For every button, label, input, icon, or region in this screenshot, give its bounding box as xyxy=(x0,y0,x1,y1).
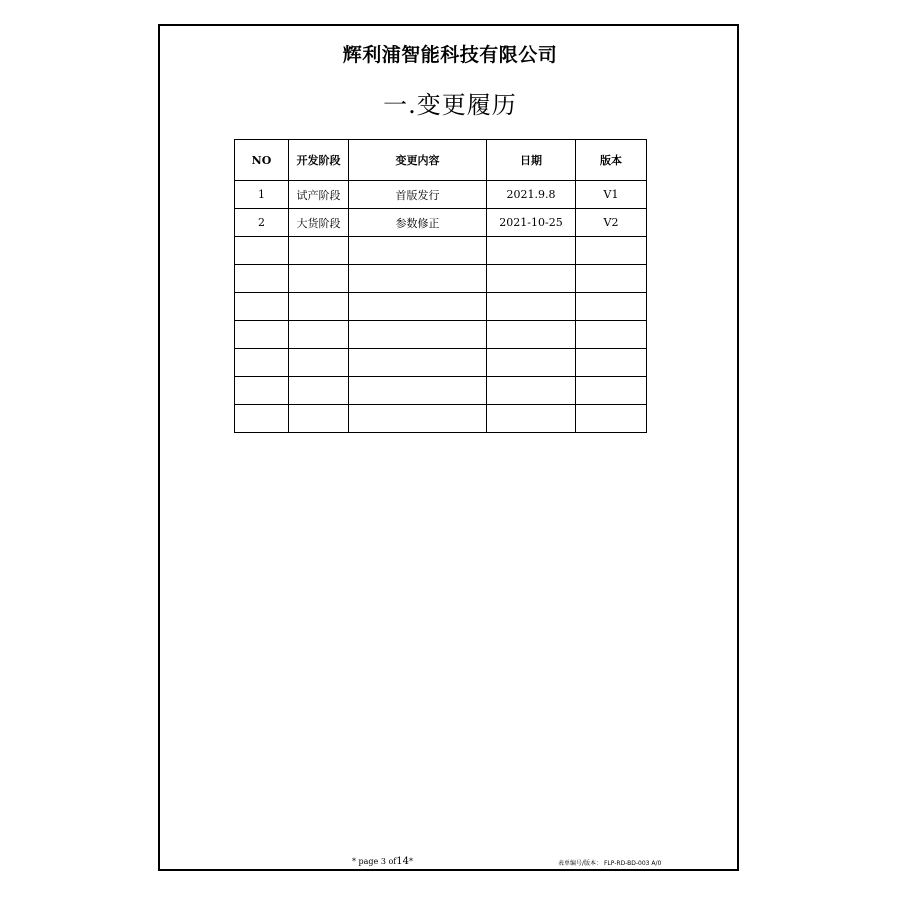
cell-stage: 大货阶段 xyxy=(289,209,349,237)
cell-date xyxy=(487,293,576,321)
table-row xyxy=(235,293,647,321)
cell-version xyxy=(576,377,647,405)
cell-version: V2 xyxy=(576,209,647,237)
cell-no xyxy=(235,405,289,433)
cell-no xyxy=(235,293,289,321)
column-header-content: 变更内容 xyxy=(349,140,487,181)
cell-version xyxy=(576,349,647,377)
table-row xyxy=(235,349,647,377)
cell-content xyxy=(349,405,487,433)
cell-no xyxy=(235,265,289,293)
cell-version: V1 xyxy=(576,181,647,209)
section-title: 一.变更履历 xyxy=(383,91,517,119)
cell-content xyxy=(349,349,487,377)
cell-date xyxy=(487,237,576,265)
cell-content xyxy=(349,321,487,349)
cell-no xyxy=(235,321,289,349)
column-header-date: 日期 xyxy=(487,140,576,181)
cell-date: 2021-10-25 xyxy=(487,209,576,237)
table-row xyxy=(235,181,647,209)
cell-content xyxy=(349,237,487,265)
cell-no xyxy=(235,349,289,377)
cell-content xyxy=(349,293,487,321)
column-header-no: NO xyxy=(235,140,289,181)
cell-stage xyxy=(289,293,349,321)
table-row xyxy=(235,321,647,349)
page-suffix: * xyxy=(409,857,413,866)
cell-date xyxy=(487,321,576,349)
table-header-row xyxy=(235,140,647,181)
cell-date xyxy=(487,349,576,377)
table-row xyxy=(235,405,647,433)
company-name: 辉利浦智能科技有限公司 xyxy=(342,44,558,66)
cell-stage xyxy=(289,405,349,433)
cell-no: 2 xyxy=(235,209,289,237)
cell-stage xyxy=(289,377,349,405)
cell-date xyxy=(487,265,576,293)
cell-content xyxy=(349,377,487,405)
table-row xyxy=(235,237,647,265)
cell-version xyxy=(576,265,647,293)
cell-version xyxy=(576,237,647,265)
cell-date xyxy=(487,405,576,433)
form-code xyxy=(558,858,661,867)
column-header-stage: 开发阶段 xyxy=(289,140,349,181)
form-code-value: FLP-RD-BD-003 A/0 xyxy=(603,860,662,867)
page-current: 3 xyxy=(380,857,386,866)
cell-content: 首版发行 xyxy=(349,181,487,209)
cell-date: 2021.9.8 xyxy=(487,181,576,209)
table-row xyxy=(235,377,647,405)
table-row xyxy=(235,265,647,293)
cell-content: 参数修正 xyxy=(349,209,487,237)
page-number xyxy=(352,856,413,867)
form-label: 表单编号/版本： xyxy=(558,860,603,867)
cell-no xyxy=(235,377,289,405)
page-total: 14 xyxy=(396,856,409,867)
column-header-version: 版本 xyxy=(576,140,647,181)
cell-version xyxy=(576,293,647,321)
cell-no xyxy=(235,237,289,265)
cell-stage: 试产阶段 xyxy=(289,181,349,209)
change-history-table xyxy=(234,139,647,433)
cell-version xyxy=(576,405,647,433)
cell-stage xyxy=(289,321,349,349)
page-prefix: * page xyxy=(352,857,379,866)
cell-version xyxy=(576,321,647,349)
cell-content xyxy=(349,265,487,293)
table-row xyxy=(235,209,647,237)
cell-stage xyxy=(289,237,349,265)
cell-no: 1 xyxy=(235,181,289,209)
cell-stage xyxy=(289,349,349,377)
page-of: of xyxy=(388,857,397,866)
cell-stage xyxy=(289,265,349,293)
cell-date xyxy=(487,377,576,405)
